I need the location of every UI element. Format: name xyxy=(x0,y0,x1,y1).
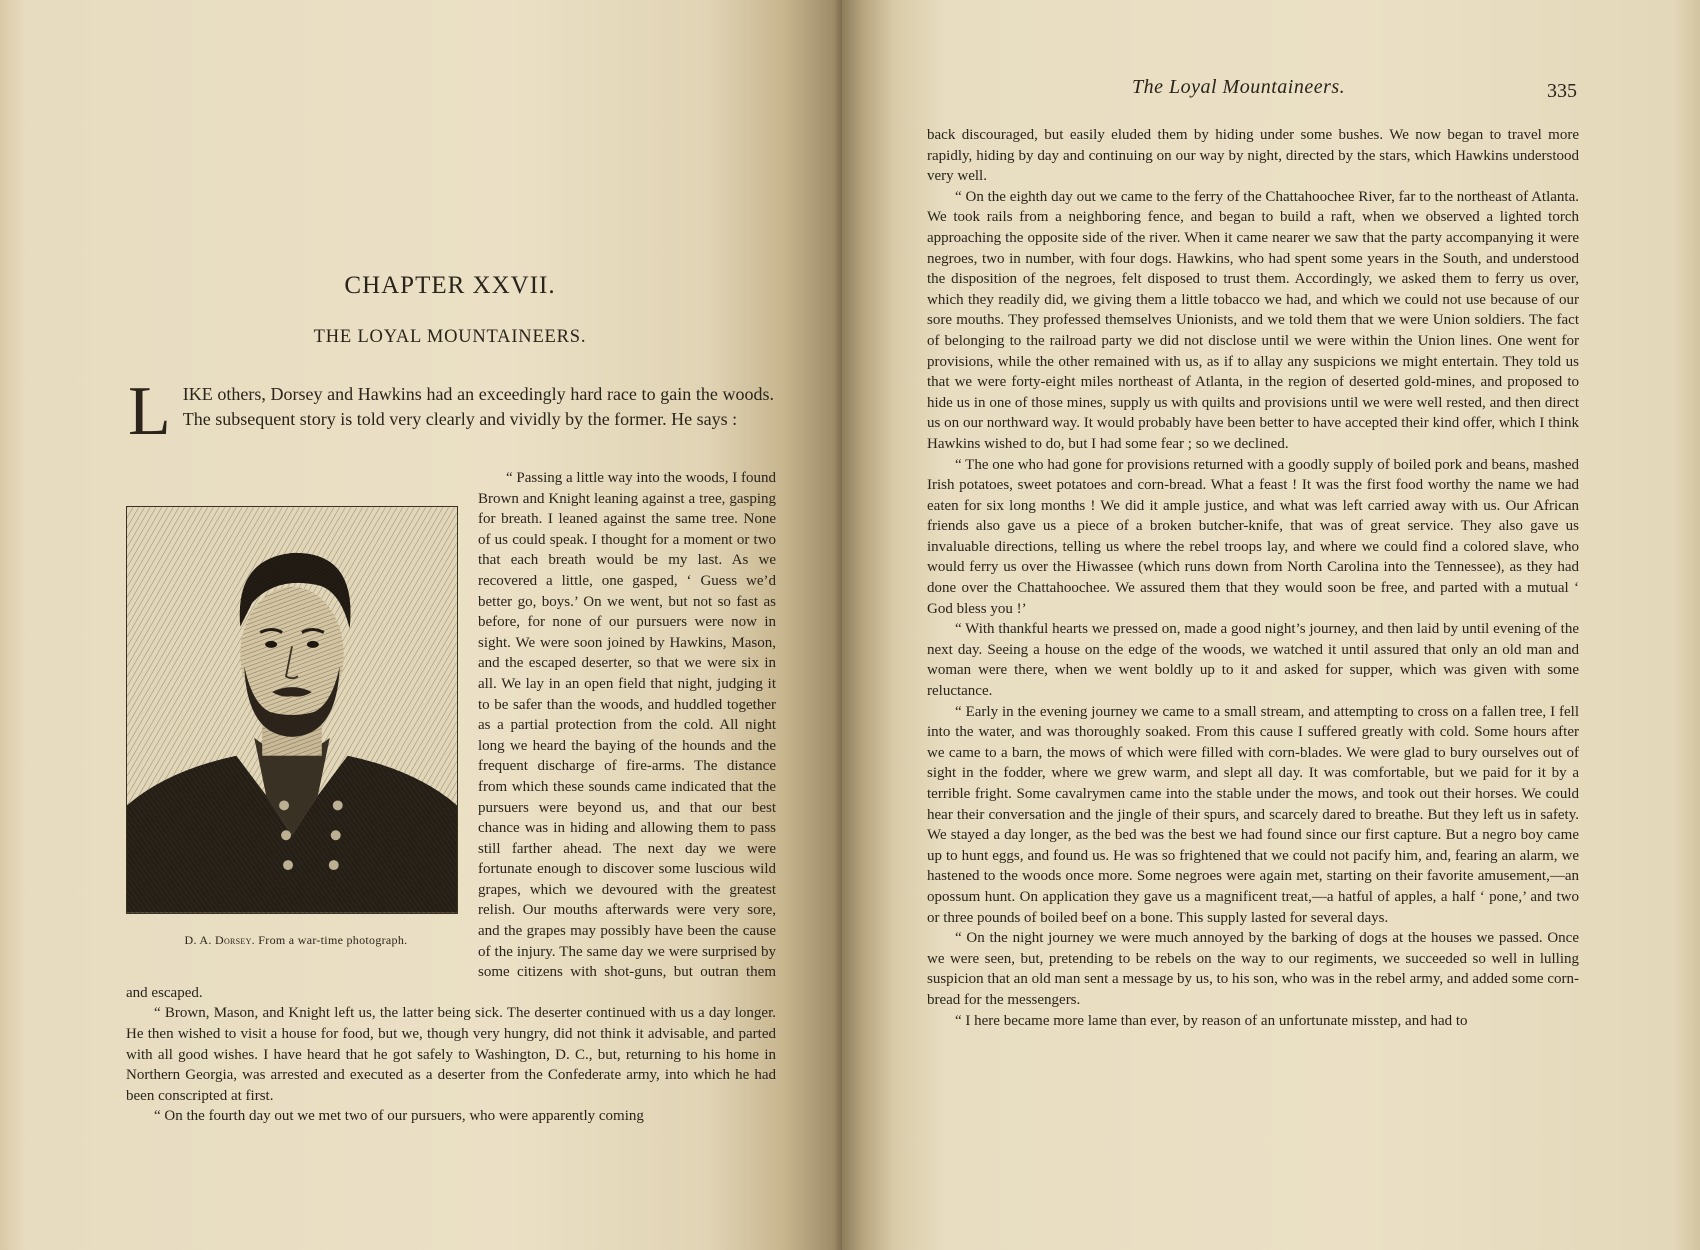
paragraph: “ Early in the evening journey we came to a small stream, and attempting to cross on a fallen tree, I fell into the water, and was thoroughly soaked. From this cause I suffered greatly with cold. Some hours after we came to a barn, the mows of which were filled with corn-blades. We were glad to bury ourselves out of sight in the fodder, where we grew warm, and slept all day. It was comfortable, but we paid for it by a terrible fright. Some cavalrymen came into the stable under the mows, and took out their horses. We could hear their conversation and the jingle of their spurs, and scarcely dared to breathe. But they left us in safety. We stayed a day longer, as the bed was the best we had found since our first capture. But a negro boy came up to hunt eggs, and found us. He was so frightened that we could not pacify him, and, fearing an alarm, we hastened to the woods once more. Some negroes were again met, starting on their favorite amusement,—an opossum hunt. On application they gave us a magnificent treat,—a hatful of apples, a half ‘ pone,’ and two or three pounds of boiled beef on a bone. This supply lasted for several days. xyxy=(927,703,1579,926)
paragraph: “ With thankful hearts we pressed on, made a good night’s journey, and then laid by until evening of the next day. Seeing a house on the edge of the woods, we watched it until assured that only an old man and woman were there, when we went boldly up to it and asked for supper, which was given with some reluctance. xyxy=(927,621,1579,700)
paragraph: “ The one who had gone for provisions returned with a goodly supply of boiled pork and beans, mashed Irish potatoes, sweet potatoes and corn-bread. What a feast ! It was the first food worthy the name we had eaten for six long months ! We did it ample justice, and what was left carried away with us. Our African friends also gave us a piece of a broken butcher-knife, that was of great service. They also gave us invaluable directions, telling us where the rebel troops lay, and where we could find a colored slave, who would ferry us over the Hiwassee (which runs down from North Carolina into the Tennessee), as they had done over the Chattahoochee. We assured them that they would soon be free, and parted with a mutual ‘ God bless you !’ xyxy=(927,456,1579,617)
right-page xyxy=(842,0,1700,1250)
paragraph: “ Brown, Mason, and Knight left us, the latter being sick. The deserter continued with us a day longer. He then wished to visit a house for food, but we, though very hungry, did not think it advisable, and parted with all good wishes. I have heard that he got safely to Washington, D. C., but, returning to his home in Northern Georgia, was arrested and executed as a deserter from the Confederate army, into which he had been conscripted at first. xyxy=(126,1005,776,1104)
paragraph: “ On the fourth day out we met two of our pursuers, who were apparently coming xyxy=(154,1108,644,1125)
right-body-text xyxy=(927,125,1579,1031)
portrait-caption-name: D. A. Dorsey. xyxy=(184,933,255,947)
chapter-title: THE LOYAL MOUNTAINEERS. xyxy=(313,327,587,347)
paragraph: “ I here became more lame than ever, by reason of an unfortunate misstep, and had to xyxy=(955,1012,1468,1029)
page-number: 335 xyxy=(1547,80,1577,102)
running-head: The Loyal Mountaineers. xyxy=(1132,76,1346,98)
paragraph: “ On the eighth day out we came to the ferry of the Chattahoochee River, far to the northeast of Atlanta. We took rails from a neighboring fence, and began to build a raft, when we observed a lighted torch approaching the opposite side of the river. When it came nearer we saw that the party accompanying it were negroes, two in number, with four dogs. Hawkins, who had spent some years in the South, and understood the disposition of the negroes, felt disposed to trust them. Accordingly, we asked them to ferry us over, which they readily did, we giving them a little tobacco we had, and which we could not use because of our sore mouths. They professed themselves Unionists, and we told them that we were Union soldiers. The fact of belonging to the railroad party we did not disclose until we were within the Union lines. One went for provisions, while the other remained with us, as if to allay any suspicions we might entertain. They told us that we were forty-eight miles northeast of Atlanta, in the region of deserted gold-mines, and proposed to hide us in one of those mines, supply us with quilts and provisions until we were well rested, and then direct us on our northward way. It would probably have been better to have accepted their kind offer, which I think Hawkins wished to do, but I had some fear ; so we declined. xyxy=(927,188,1579,452)
portrait-figure xyxy=(126,506,466,971)
drop-cap: L xyxy=(128,373,171,450)
left-page xyxy=(0,0,842,1250)
paragraph: back discouraged, but easily eluded them by hiding under some bushes. We now began to travel more rapidly, hiding by day and continuing on our way by night, directed by the stars, which Hawkins understood very well. xyxy=(927,127,1579,185)
left-body-text xyxy=(126,468,776,1127)
paragraph: “ On the night journey we were much annoyed by the barking of dogs at the houses we passed. Once we were seen, but, pretending to be rebels on the way to our regiments, we succeeded so well in lulling suspicion that an old man sent a message by us, to his son, who was in the rebel army, and added some corn-bread for the messengers. xyxy=(927,930,1579,1008)
portrait-caption-source: From a war-time photograph. xyxy=(258,933,408,947)
portrait-image xyxy=(127,507,457,913)
paragraph: “ Passing a little way into the woods, I found Brown and Knight leaning against a tree, gasping for breath. I leaned against the same tree. None of us could speak. I thought for a moment or two that each breath would be my last. As we recovered a little, one gasped, ‘ Guess we’d better go, boys.’ On we went, but not so fast as before, for none of our pursuers were now in sight. We were soon joined by Hawkins, Mason, and the escaped deserter, so that we were six in all. We lay in an open field that night, judging it to be safer than the woods, and huddled together as a partial protection from the cold. All night long we heard the baying of the hounds and the frequent discharge of fire-arms. The distance from which these sounds came indicated that the pursuers were beyond us, and that our best chance was in hiding and allowing them to pass still farther ahead. The next day we were fortunate enough to discover some luscious wild grapes, which we devoured with the greatest relish. Our mouths afterwards were very sore, and the grapes may possibly have been the cause of the injury. The same day we were surprised by some citizens with shot-guns, but outran them and escaped. xyxy=(126,470,776,1001)
portrait-caption xyxy=(126,930,466,951)
chapter-intro xyxy=(128,373,774,450)
intro-text: IKE others, Dorsey and Hawkins had an exceedingly hard race to gain the woods. The subsequent story is told very clearly and vividly by the former. He says : xyxy=(182,384,774,429)
chapter-heading: CHAPTER XXVII. xyxy=(344,272,556,299)
portrait-engraving xyxy=(126,506,458,914)
